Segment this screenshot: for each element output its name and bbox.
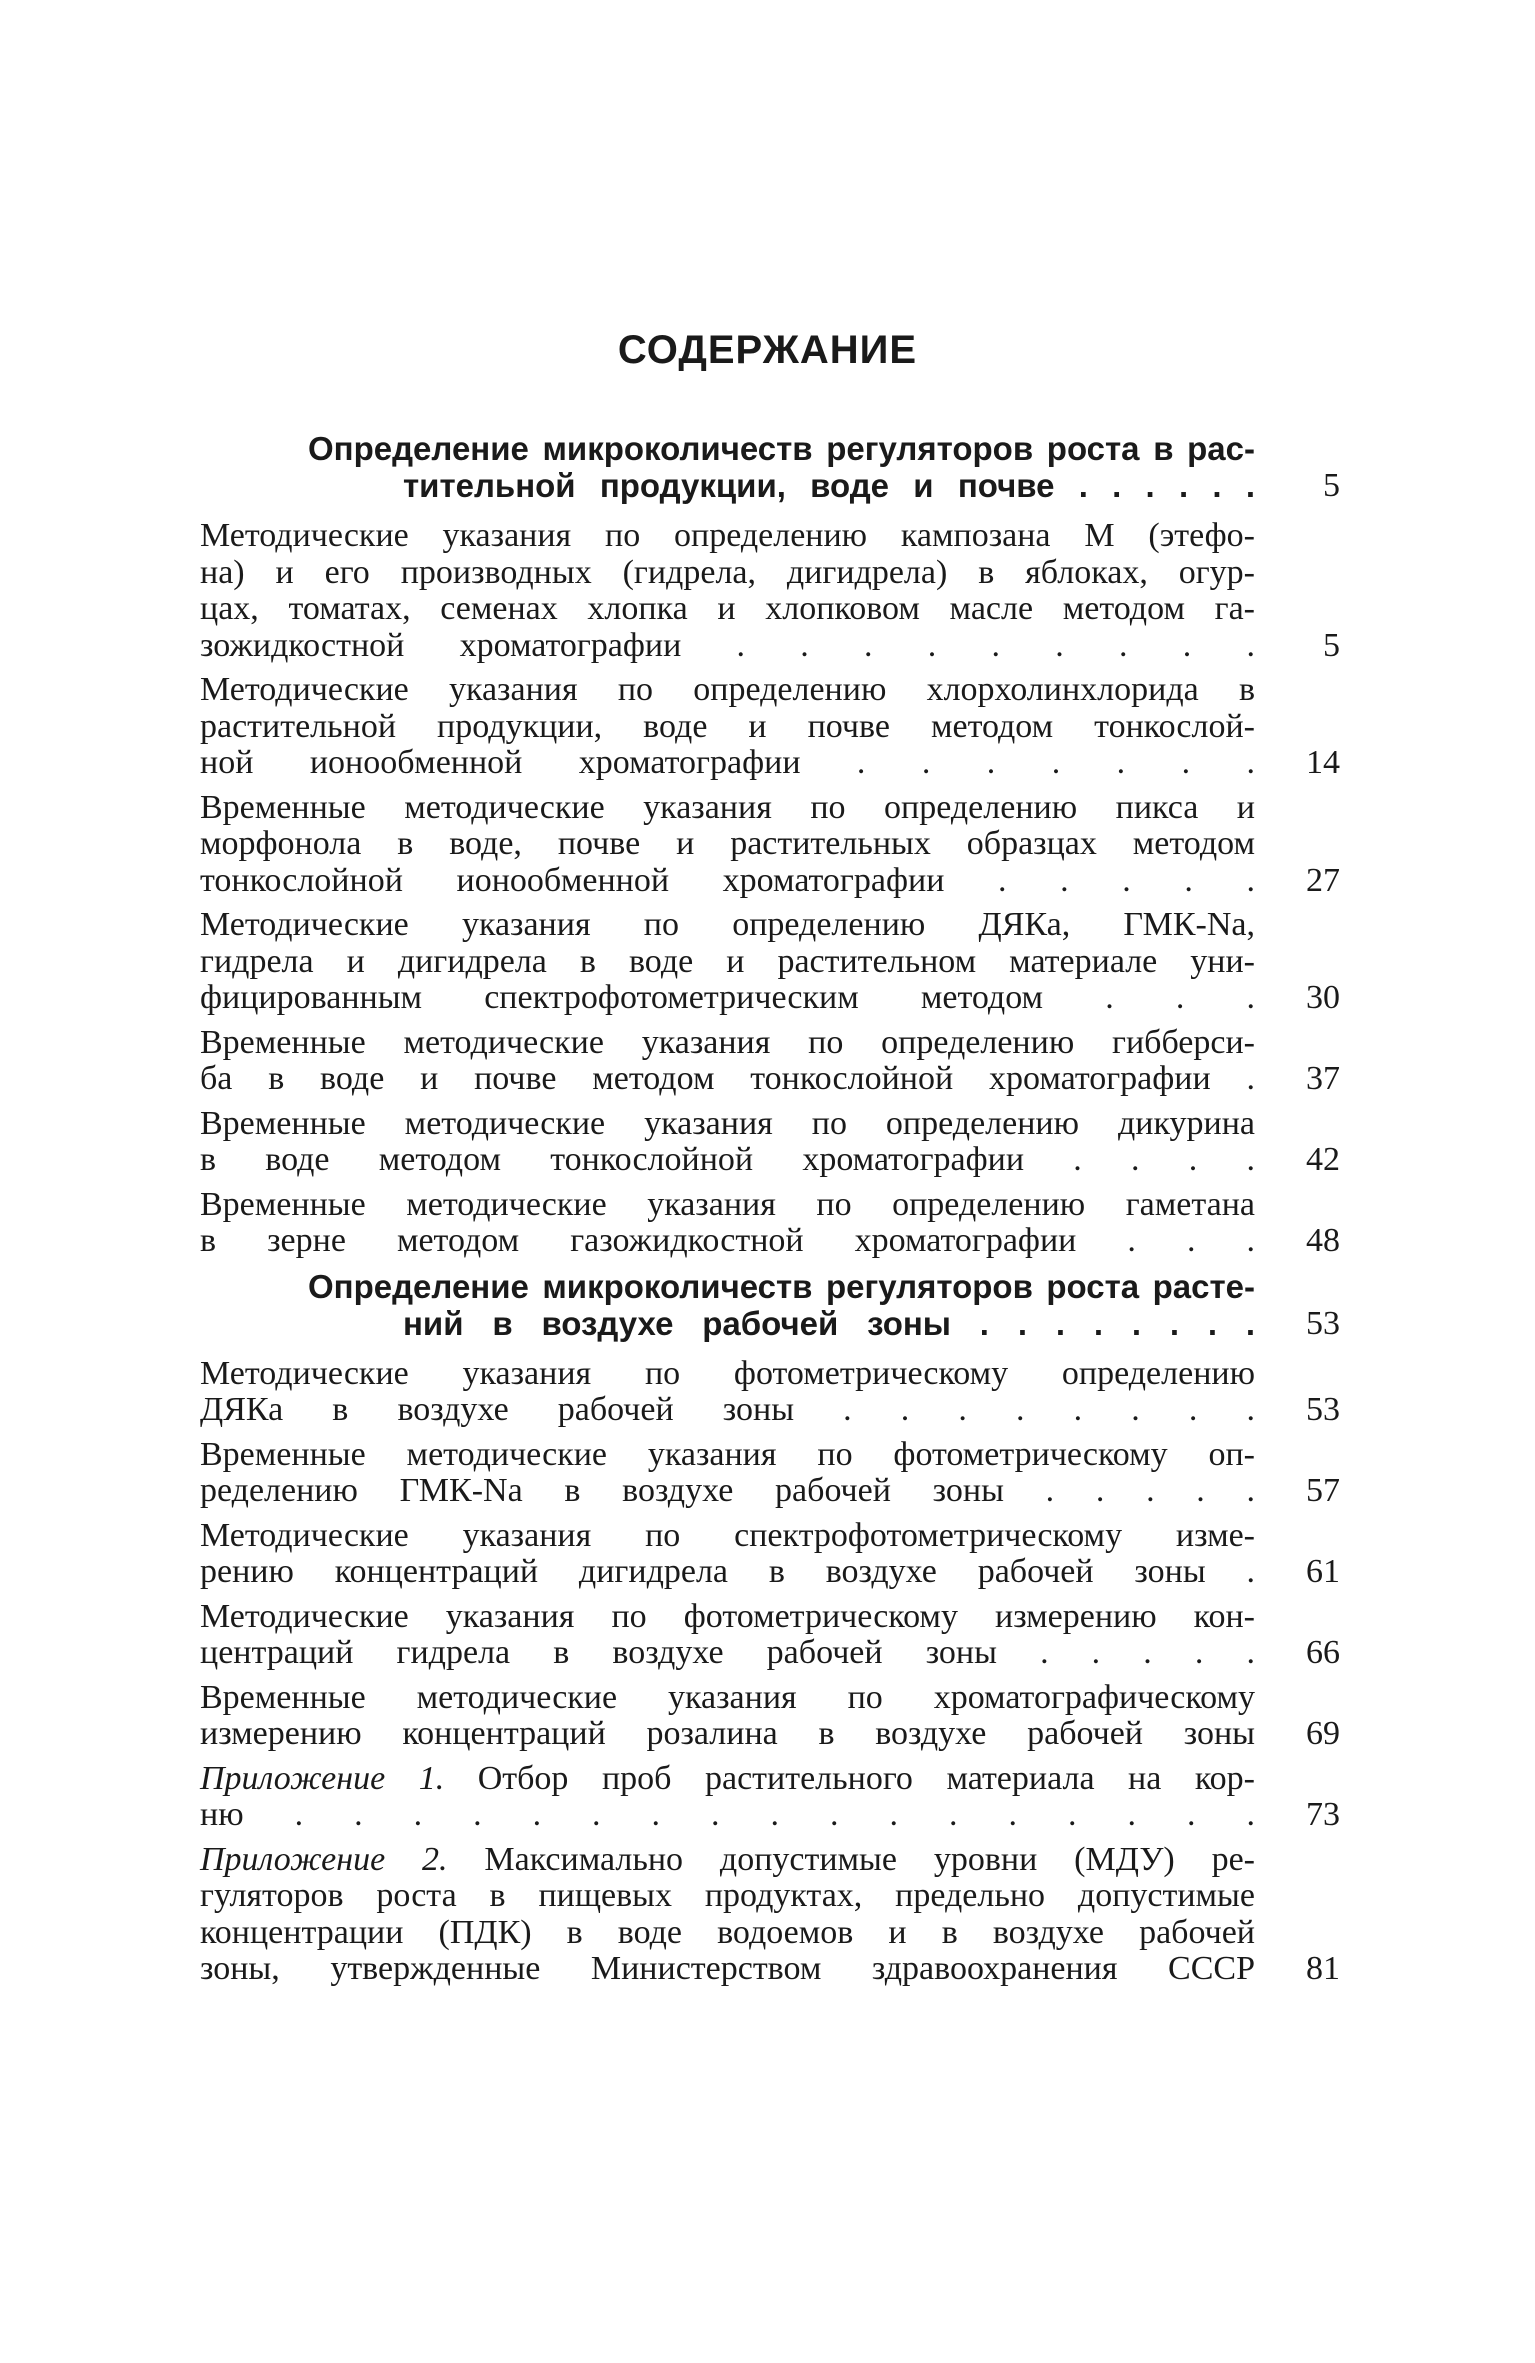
toc-entry-text (200, 1106, 1255, 1179)
toc-page-number: 5 (1323, 467, 1340, 504)
toc-page-number: 53 (1306, 1391, 1340, 1428)
toc-appendix-entry (200, 1842, 1340, 1988)
toc-page-number: 69 (1306, 1715, 1340, 1752)
toc-entry-line-text: Максимально допустимые уровни (МДУ) ре- (447, 1840, 1255, 1878)
toc-entry-line: зоны, утвержденные Министерством здравоохранения СССР (200, 1950, 1255, 1987)
toc-entry-line: на) и его производных (гидрела, дигидрела) в яблоках, огур- (200, 553, 1255, 591)
toc-entry-line: Методические указания по фотометрическому измерению кон- (200, 1597, 1255, 1635)
toc-page-number: 42 (1306, 1141, 1340, 1178)
toc-page-number: 73 (1306, 1796, 1340, 1833)
toc-entry-text (200, 1761, 1255, 1834)
toc-entry-text (308, 430, 1255, 504)
toc-entry-line: Определение микроколичеств регуляторов роста расте- (308, 1267, 1255, 1305)
toc-entry-line: Временные методические указания по определению гибберси- (200, 1023, 1255, 1061)
toc-page-number: 57 (1306, 1472, 1340, 1509)
toc-page-number: 53 (1306, 1304, 1340, 1342)
toc-entry-text (200, 518, 1255, 664)
toc-entry-text (200, 1187, 1255, 1260)
toc-entry-line: морфонола в воде, почве и растительных образцах методом (200, 825, 1255, 862)
toc-entry-text (200, 907, 1255, 1017)
toc-entry-line: гидрела и дигидрела в воде и растительном материале уни- (200, 942, 1255, 980)
toc-entry-text (200, 1356, 1255, 1429)
toc-entry-text (308, 1268, 1255, 1342)
toc-entry-line: гуляторов роста в пищевых продуктах, предельно допустимые (200, 1877, 1255, 1914)
toc-entry-line: ний в воздухе рабочей зоны . . . . . . . . (403, 1304, 1255, 1342)
toc-entry-line: Временные методические указания по определению гаметана (200, 1185, 1255, 1223)
toc-page-number: 14 (1306, 744, 1340, 781)
toc-entry (200, 907, 1340, 1017)
toc-entry (200, 1106, 1340, 1179)
toc-page-number: 48 (1306, 1222, 1340, 1259)
toc-entry-line: Определение микроколичеств регуляторов роста в рас- (308, 430, 1255, 467)
toc-entry-line: растительной продукции, воде и почве методом тонкослой- (200, 707, 1255, 745)
toc-entry-text (200, 790, 1255, 900)
toc-appendix-entry (200, 1761, 1340, 1834)
toc-entry-line: Методические указания по определению ДЯКа, ГМК-Na, (200, 906, 1255, 943)
toc-entry-text (200, 1437, 1255, 1510)
toc-entry-line: цах, томатах, семенах хлопка и хлопковом масле методом га- (200, 590, 1255, 627)
toc-page-number: 66 (1306, 1634, 1340, 1671)
toc-page-number: 30 (1306, 979, 1340, 1016)
toc-entry-text (200, 1842, 1255, 1988)
toc-page-number: 61 (1306, 1553, 1340, 1590)
appendix-label: Приложение 1. (200, 1759, 445, 1797)
toc-entry-line: Методические указания по определению хлорхолинхлорида в (200, 671, 1255, 708)
toc-entry-line: ределению ГМК-Na в воздухе рабочей зоны . . . . . (200, 1472, 1255, 1509)
toc-entry-line: Методические указания по фотометрическому определению (200, 1354, 1255, 1392)
toc-entry-line-text: Отбор проб растительного материала на кор- (444, 1759, 1255, 1797)
toc-entry (200, 672, 1340, 782)
toc-entry (200, 518, 1340, 664)
toc-page-number: 37 (1306, 1060, 1340, 1097)
toc-entry (200, 1680, 1340, 1753)
toc-entry-line: ной ионообменной хроматографии . . . . . . . (200, 744, 1255, 781)
toc-entry-line (200, 1761, 1255, 1798)
toc-entry-line: центраций гидрела в воздухе рабочей зоны . . . . . (200, 1634, 1255, 1671)
toc-section-heading (308, 430, 1340, 504)
toc-entry-line: рению концентраций дигидрела в воздухе рабочей зоны . (200, 1553, 1255, 1590)
table-of-contents (200, 430, 1340, 1996)
toc-entry (200, 1599, 1340, 1672)
toc-entry (200, 1025, 1340, 1098)
toc-page-number: 27 (1306, 861, 1340, 899)
page-title: СОДЕРЖАНИЕ (617, 328, 918, 372)
toc-entry-line: Временные методические указания по определению дикурина (200, 1104, 1255, 1142)
toc-entry-line: измерению концентраций розалина в воздухе рабочей зоны (200, 1715, 1255, 1752)
toc-section-heading (308, 1268, 1340, 1342)
toc-entry (200, 1187, 1340, 1260)
toc-entry-line: фицированным спектрофотометрическим методом . . . (200, 979, 1255, 1016)
toc-entry-line: ню . . . . . . . . . . . . . . . . . (200, 1796, 1255, 1833)
toc-entry-line: в воде методом тонкослойной хроматографии . . . . (200, 1141, 1255, 1178)
toc-entry-line: Методические указания по определению кампозана М (этефо- (200, 517, 1255, 554)
toc-entry (200, 1437, 1340, 1510)
toc-page-number: 81 (1306, 1950, 1340, 1987)
toc-entry-line: Временные методические указания по определению пикса и (200, 788, 1255, 826)
toc-entry-line: в зерне методом газожидкостной хроматографии . . . (200, 1222, 1255, 1259)
toc-entry-line: Временные методические указания по хроматографическому (200, 1678, 1255, 1716)
toc-entry-line: зожидкостной хроматографии . . . . . . . . . (200, 626, 1255, 664)
toc-entry-line: концентрации (ПДК) в воде водоемов и в воздухе рабочей (200, 1913, 1255, 1951)
toc-entry-text (200, 672, 1255, 782)
toc-entry-text (200, 1599, 1255, 1672)
toc-entry-text (200, 1518, 1255, 1591)
toc-entry-line: тонкослойной ионообменной хроматографии . . . . . (200, 861, 1255, 899)
toc-entry-line: ДЯКа в воздухе рабочей зоны . . . . . . . . (200, 1391, 1255, 1428)
toc-entry (200, 1356, 1340, 1429)
toc-entry-line: тительной продукции, воде и почве . . . . . . (403, 467, 1255, 504)
appendix-label: Приложение 2. (200, 1840, 448, 1878)
toc-entry-line (200, 1842, 1255, 1879)
toc-entry-line: Временные методические указания по фотометрическому оп- (200, 1435, 1255, 1473)
toc-entry-text (200, 1025, 1255, 1098)
toc-entry (200, 790, 1340, 900)
toc-entry-text (200, 1680, 1255, 1753)
toc-page-number: 5 (1323, 626, 1340, 664)
toc-entry-line: ба в воде и почве методом тонкослойной хроматографии . (200, 1060, 1255, 1097)
toc-entry (200, 1518, 1340, 1591)
toc-entry-line: Методические указания по спектрофотометрическому изме- (200, 1516, 1255, 1554)
